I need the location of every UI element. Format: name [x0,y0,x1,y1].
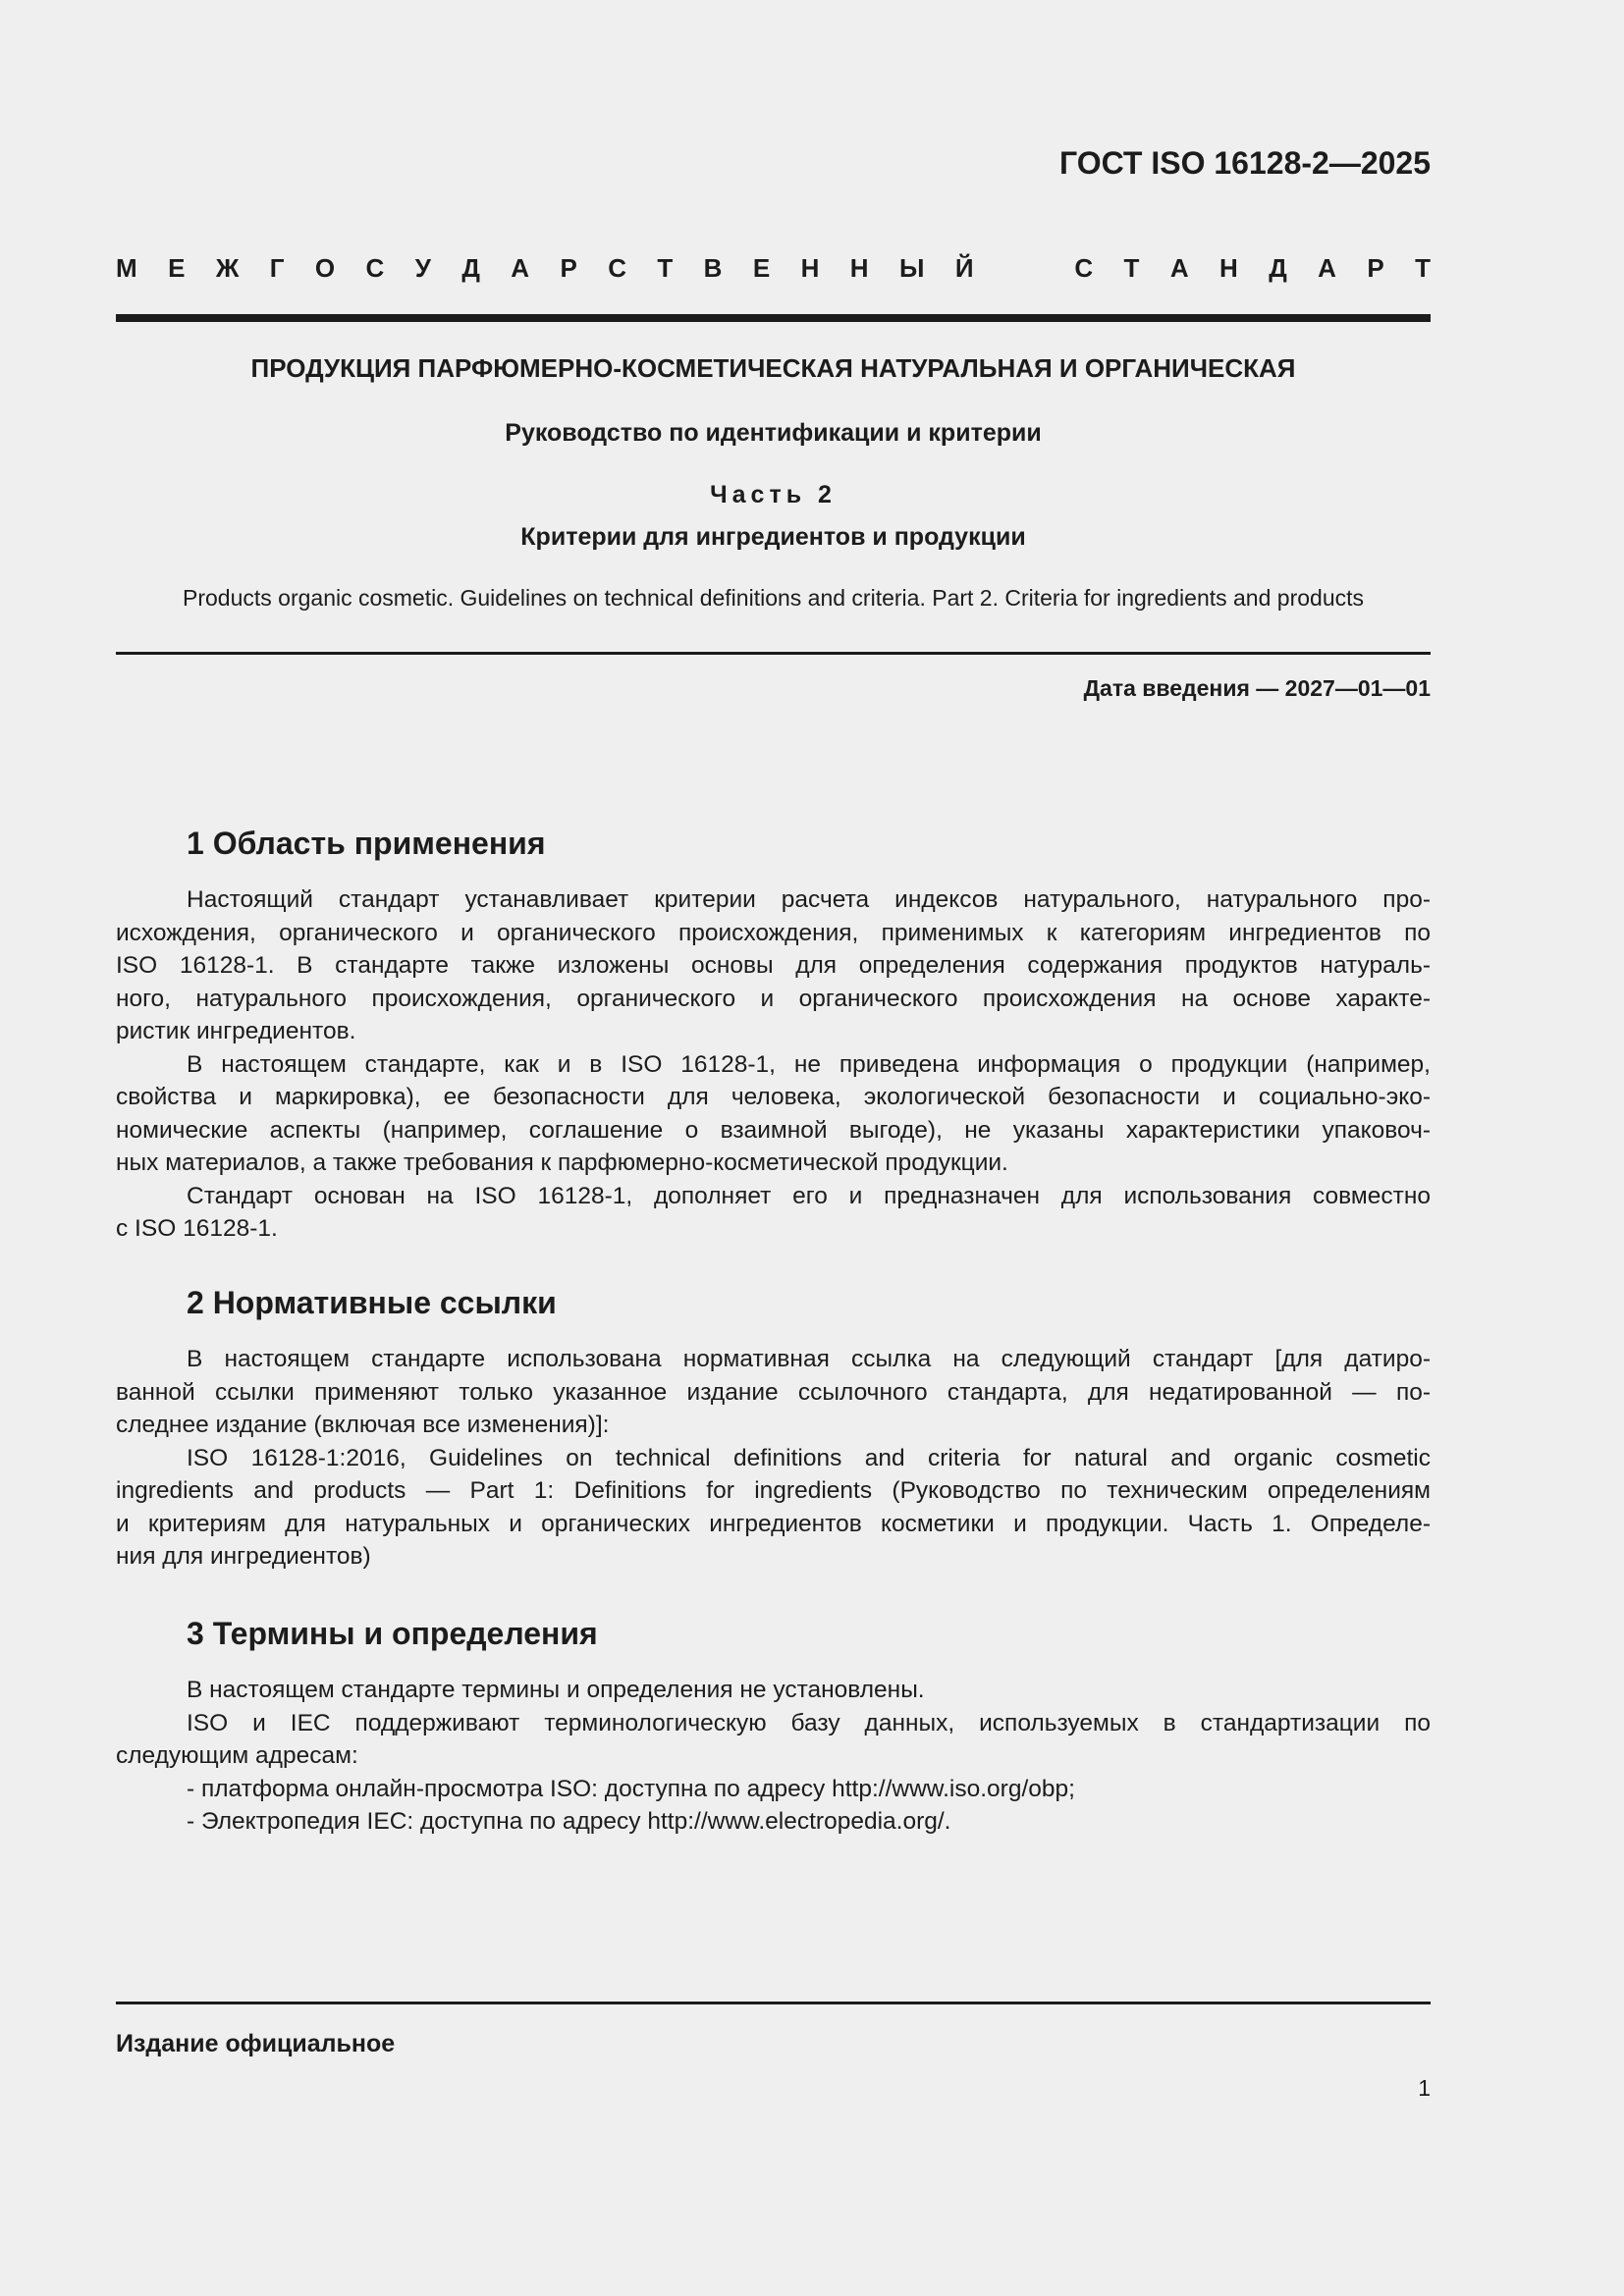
letter: А [511,253,530,283]
text-line: Стандарт основан на ISO 16128-1, дополняет его и предназначен для использования совместно [187,1182,1431,1209]
letter: Й [954,253,974,283]
letter: Г [269,253,285,283]
text-line: ISO 16128-1:2016, Guidelines on technical definitions and criteria for natural and organic cosmetic [187,1444,1431,1471]
letter: Е [752,253,771,283]
letter: С [608,253,626,283]
letter: Н [849,253,869,283]
text-line: с ISO 16128-1. [116,1215,278,1242]
list-item: - Электропедия IEC: доступна по адресу http://www.electropedia.org/. [187,1808,951,1835]
text-line: ingredients and products — Part 1: Definitions for ingredients (Руководство по техническим определениям [116,1477,1431,1504]
letter: Д [461,253,480,283]
text-line: ванной ссылки применяют только указанное издание ссылочного стандарта, для недатированной — по- [116,1378,1431,1406]
letter: Р [1367,253,1384,283]
english-title: Products organic cosmetic. Guidelines on technical definitions and criteria. Part 2. Criteria for ingredients and products [183,585,1364,611]
letter: А [1169,253,1189,283]
document-number: ГОСТ ISO 16128-2—2025 [1059,145,1431,181]
letter: М [116,253,137,283]
letter: С [1074,253,1094,283]
official-edition-label: Издание официальное [116,2030,396,2057]
section-heading: 2 Нормативные ссылки [187,1285,557,1320]
text-line: номические аспекты (например, соглашение о взаимной выгоде), не указаны характеристики упаковоч- [116,1116,1431,1144]
text-line: ного, натурального происхождения, органического и органического происхождения на основе характе- [116,985,1431,1012]
interstate-standard-heading [116,253,1431,284]
list-item: - платформа онлайн-просмотра ISO: доступна по адресу http://www.iso.org/obp; [187,1775,1075,1802]
text-line: ния для ингредиентов) [116,1543,371,1570]
introduction-date: Дата введения — 2027—01—01 [1083,675,1431,701]
text-line: следующим адресам: [116,1742,358,1769]
letter: Т [1123,253,1140,283]
section-body [116,1674,1431,1839]
section-body [116,883,1431,1246]
title-divider [116,652,1431,655]
letter: О [314,253,336,283]
part-title: Критерии для ингредиентов и продукции [520,523,1026,551]
header-divider [116,314,1431,322]
text-line: В настоящем стандарте термины и определения не установлены. [187,1677,925,1703]
letter: Р [560,253,577,283]
letter: Е [168,253,186,283]
text-line: следнее издание (включая все изменения)]: [116,1412,610,1438]
letter: С [365,253,385,283]
section-heading: 1 Область применения [187,826,546,861]
letter: В [703,253,723,283]
section-heading: 3 Термины и определения [187,1616,598,1651]
letter: Т [657,253,674,283]
section-body [116,1343,1431,1574]
text-line: и критериям для натуральных и органических ингредиентов косметики и продукции. Часть 1. Определе- [116,1510,1431,1537]
letter: Ы [898,253,925,283]
text-line: Настоящий стандарт устанавливает критерии расчета индексов натурального, натурального про- [187,886,1431,913]
text-line: ных материалов, а также требования к парфюмерно-косметической продукции. [116,1149,1008,1176]
document-title: ПРОДУКЦИЯ ПАРФЮМЕРНО-КОСМЕТИЧЕСКАЯ НАТУРАЛЬНАЯ И ОРГАНИЧЕСКАЯ [250,353,1296,383]
text-line: свойства и маркировка), ее безопасности для человека, экологической безопасности и социально-эко- [116,1084,1431,1110]
text-line: В настоящем стандарте использована нормативная ссылка на следующий стандарт [для датиро- [187,1346,1431,1372]
part-number: Часть 2 [710,481,837,508]
text-line: ристик ингредиентов. [116,1018,356,1044]
letter: А [1318,253,1336,283]
text-line: исхождения, органического и органического происхождения, применимых к категориям ингредиентов по [116,919,1431,946]
text-line: ISO и IEC поддерживают терминологическую базу данных, используемых в стандартизации по [187,1709,1431,1736]
letter: У [414,253,431,283]
text-line: ISO 16128-1. В стандарте также изложены основы для определения содержания продуктов натураль- [116,952,1431,979]
letter: Н [800,253,820,283]
letter: Т [1415,253,1431,283]
page-number: 1 [1418,2075,1431,2101]
document-subtitle: Руководство по идентификации и критерии [505,419,1042,447]
letter: Ж [215,253,240,283]
footer-divider [116,2002,1431,2004]
letter: Д [1269,253,1287,283]
letter: Н [1219,253,1238,283]
text-line: В настоящем стандарте, как и в ISO 16128-1, не приведена информация о продукции (например, [187,1050,1431,1078]
